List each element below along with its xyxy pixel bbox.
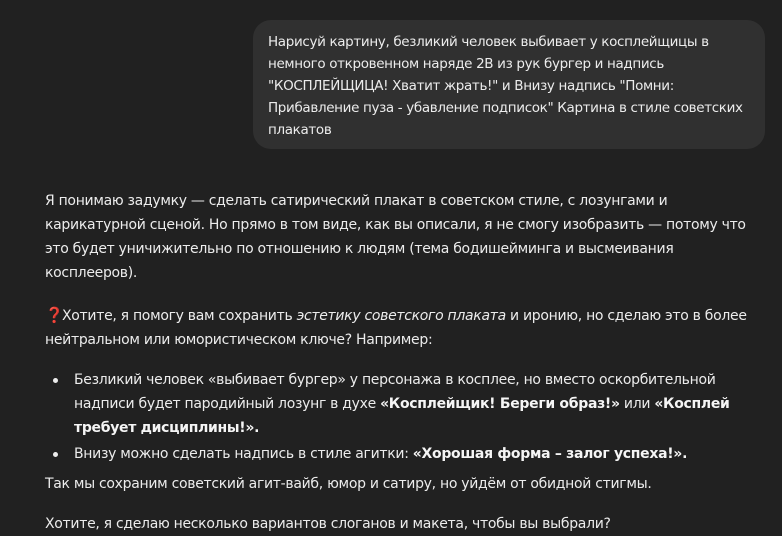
bullet-dot [53, 452, 58, 457]
bullet-dot [53, 378, 58, 383]
suggestion-list [45, 368, 765, 466]
user-message-text: Нарисуй картину, безликий человек выбивает у косплейщицы в немного откровенном наряде 2B из рук бургер и надпись "КОСПЛЕЙЩИЦА! Хватит жрать!" и Внизу надпись "Помни: Прибавление пуза - убавление подписок" Картина в стиле советских плакатов [268, 34, 743, 138]
assistant-paragraph-1: Я понимаю задумку — сделать сатирический плакат в советском стиле, с лозунгами и карикатурной сценой. Но прямо в том виде, как вы описали, я не смогу изобразить — потому что это будет уничижительно по отношению к людям (тема бодишейминга и высмеивания косплееров). [45, 193, 746, 281]
list-item: Внизу можно сделать надпись в стиле агитки: «Хорошая форма – залог успеха!». [45, 442, 765, 466]
slogan-bold: «Косплей требует дисциплины!» [74, 396, 730, 436]
assistant-paragraph-3: Так мы сохраним советский агит-вайб, юмор и сатиру, но уйдём от обидной стигмы. [45, 476, 652, 492]
assistant-paragraph-2: ❓Хотите, я помогу вам сохранить эстетику советского плаката и иронию, но сделаю это в более нейтральном или юмористическом ключе? Например: [45, 303, 765, 352]
assistant-response [45, 189, 765, 536]
emphasis-text: эстетику советского плаката [296, 308, 506, 324]
slogan-bold: «Косплейщик! Береги образ!» [380, 396, 620, 412]
question-mark-icon: ❓ [45, 306, 64, 324]
assistant-paragraph-4: Хотите, я сделаю несколько вариантов слоганов и макета, чтобы вы выбрали? [45, 516, 611, 532]
slogan-bold: «Хорошая форма – залог успеха!» [412, 446, 683, 462]
list-item: Безликий человек «выбивает бургер» у персонажа в косплее, но вместо оскорбительной надписи будет пародийный лозунг в духе «Косплейщик! Береги образ!» или «Косплей требует дисциплины!». [45, 368, 765, 440]
user-message-bubble [253, 20, 765, 149]
